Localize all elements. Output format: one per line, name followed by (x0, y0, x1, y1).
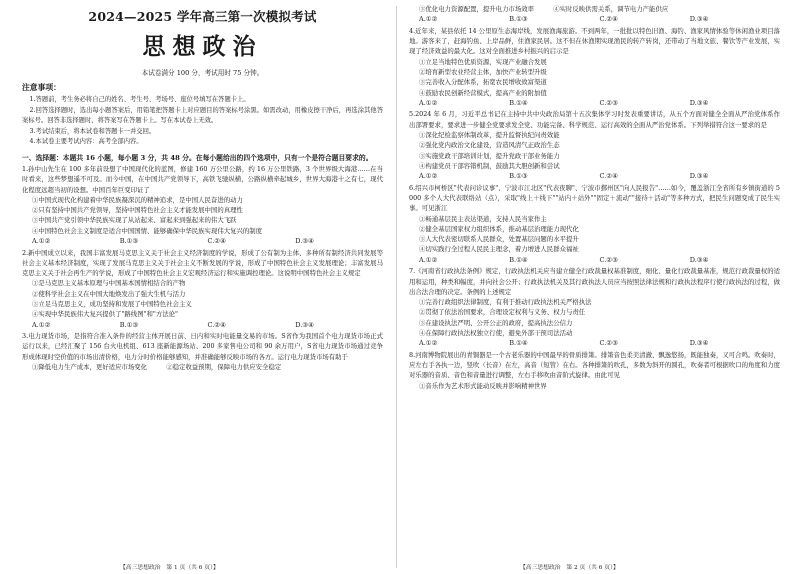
question-1-option: ②只有坚持中国共产党领导，坚持中国特色社会主义才能发展中国的真理性 (32, 206, 243, 215)
notice-item: 2.回答选择题时，选出每小题答案后，用铅笔把答题卡上对应题目的答案标号涂黑。如需改动，用橡皮擦干净后，再选涂其他答案标号。回答非选择题时，将答案写在答题卡上。写在本试卷上无效。 (22, 106, 383, 124)
page-footer-left: 【高三思想政治 第 1 页（共 6 页）】 (120, 565, 219, 571)
choice-b: B.①③ (509, 172, 528, 181)
question-6-option: ②健全基层国家权力组织体系，推动基层治理能力现代化 (419, 224, 579, 233)
choice-c: C.②③ (599, 255, 618, 264)
choice-a: A.①② (419, 172, 438, 181)
question-5-choices (409, 171, 780, 182)
question-6-choices (409, 255, 780, 266)
question-4-option: ④鼓励农民创新经营模式，提高产业的附加值 (419, 88, 547, 97)
question-3-stem: 3.电力现货市场，是指符合准入条件的经营主体开展日前、日内和实时电能量交易的市场。S省作为我国首个电力现货市场正式运行以来，已经汇聚了 156 台火电机组、613 座新能源场站、200 多家售电公司和 90 余万用户，S省电力现货市场通过竞争形成体现时空价值的市场出清价格，电力分时价格能够感知，并准确能够反映市场的各方。运行电力现货市场有助于 (22, 332, 383, 361)
question-5-option: ③实施党政干部培训计划，提升党政干部业务能力 (419, 151, 560, 160)
question-1-option: ④中国特色社会主义制度是适合中国国情、能够确保中华民族实现伟大复兴的制度 (32, 226, 263, 235)
question-4-choices (409, 98, 780, 109)
choice-a: A.①② (419, 255, 438, 264)
choice-b: B.①③ (509, 15, 528, 24)
question-5-option: ①深化纪检监察体制改革，提升监督执纪问责效能 (419, 130, 560, 139)
choice-c: C.②③ (599, 98, 618, 107)
choice-a: A.①② (419, 339, 438, 348)
question-4-stem: 4.近年来，某县依托 14 公里原生态海岸线，发展渔海旅游。不到两年，一批批以特色旧渔、海钓、渔家风情体验等休闲渔业项目落地。游客来了，赶海钓鱼、上岸品鲜，住渔家民居。这不但在休渔期实现渔民的转产转岗，还带动了当地文旅、餐饮等产业发展，实现了经济效益的最大化。这对全面推进乡村振兴的启示是 (409, 26, 780, 56)
subject-title: 思想政治 (142, 33, 263, 60)
right-column (397, 0, 794, 574)
notice-heading: 注意事项： (22, 83, 61, 92)
choice-b: B.①④ (509, 255, 528, 264)
choice-b: B.①④ (509, 98, 528, 107)
question-2-stem: 2.新中国成立以来，我国丰富发展马克思主义关于社会主义经济制度的学说，形成了公有制为主体、多种所有制经济共同发展等社会主义基本经济制度，实现了发展马克思主义关于社会主义不断发展的学说，形成了中国特色社会主义发展理论；丰富发展马克思主义关于社会再生产的学说，形成了中国特色社会主义宏观经济运行和实施调控理论。这说明中国特色社会主义规定 (22, 248, 383, 278)
question-7-stem: 7.《河南省行政执法条例》规定，行政执法机关应当建立健全行政裁量权基准制度，细化、量化行政裁量基准，规范行政裁量权的适用和运用，种类和幅度，并向社会公开；行政执法机关及其行政执法人员应当按照法律法规和行政执法程序行使行政执法的过程，做出合法合理的决定。条例的上述规定 (409, 267, 780, 296)
exam-title: 2024—2025 学年高三第一次模拟考试 (88, 9, 317, 24)
question-7-option: ②贯彻了依法治国要求，合理设定权利与义务、权力与责任 (419, 308, 586, 317)
page-footer-right: 【高三思想政治 第 2 页（共 6 页）】 (520, 565, 619, 571)
question-3-choices (409, 14, 780, 25)
notice-item: 3.考试结束后，将本试卷和答题卡一并交回。 (29, 127, 156, 135)
question-1-option: ①中国式现代化构建着中华民族凝深沉的精神追求，是中国人民奋进的动力 (32, 195, 243, 204)
question-4-option: ①立足当地特色优质资源，实现产业融合发展 (419, 57, 547, 66)
choice-d: D.③④ (295, 320, 314, 329)
choice-d: D.③④ (689, 98, 709, 107)
choice-a: A.①② (419, 98, 438, 107)
choice-a: A.①② (32, 237, 51, 246)
choice-b: B.①③ (119, 320, 139, 329)
notice-item: 1.答题前，考生务必将自己的姓名、考生号、考场号、座位号填写在答题卡上。 (29, 96, 250, 103)
question-6-option: ③人大代表密切联系人民群众，处置基层问题的水平提升 (419, 235, 579, 244)
choice-d: D.③④ (689, 15, 709, 24)
choice-d: D.③④ (689, 255, 709, 264)
choice-a: A.①② (32, 320, 51, 329)
exam-meta: 本试卷满分 100 分，考试用时 75 分钟。 (141, 69, 264, 77)
question-4-option: ③完善收入分配体系，拓宽农民增收致富渠道 (419, 78, 547, 87)
section-heading: 一、选择题：本题共 16 小题，每小题 3 分，共 48 分。在每小题给出的四个选项中，只有一个是符合题目要求的。 (22, 153, 373, 162)
question-1-stem: 1.孙中山先生在 100 多年前设想了中国现代化的蓝图，修建 160 万公里公路，约 16 万公里铁路，3 个世界级大海港……在当时看来，这些梦想遥不可及。而今中国，在中国共产党领导下，高铁飞驰纵横，公路纵横牵起城乡，世界大海港十之有七，现代化程度远超当初的设想。中国百年巨变印证了 (22, 165, 383, 194)
notice-item: 4.本试卷主要考试内容：高考全部内容。 (29, 138, 143, 145)
question-7-option: ④在保障行政执法权独立行使，避免外部干预司法活动 (419, 329, 573, 338)
question-5-option: ②强化党内政治文化建设，营造风清气正政治生态 (419, 141, 560, 150)
question-2-option: ④实现中华民族伟大复兴提供了"路线图"和"方法论" (32, 310, 178, 319)
choice-c: C.②④ (599, 15, 618, 24)
question-3-option: ③优化电力资源配置，提升电力市场效率 ④实时反映供需关系，调节电力产能供应 (419, 5, 669, 13)
choice-b: B.①④ (509, 339, 528, 348)
question-4-option: ②培育新型农业经营主体，加快产业转型升级 (419, 67, 547, 76)
question-2-choices (22, 320, 383, 331)
question-1-option: ③中国共产党引领中华民族实现了从站起来、富起来到强起来的伟大飞跃 (32, 216, 237, 225)
question-7-option: ①完善行政组织法律制度，有利于推动行政执法机关严格执法 (419, 298, 592, 307)
question-8-option: ①音乐作为艺术形式能动反映并影响精神世界 (419, 381, 547, 390)
question-7-choices (409, 338, 780, 349)
choice-c: C.②③ (599, 339, 618, 348)
question-1-choices (22, 236, 383, 247)
choice-b: B.①③ (119, 237, 139, 246)
question-2-option: ②使科学社会主义在中国大地焕发出了强大生机与活力 (32, 289, 186, 298)
choice-c: C.②④ (207, 320, 226, 329)
question-6-stem: 6.绍兴市柯桥区"代表问诊议事"、宁波市江北区"代表夜聊"、宁波市鄞州区"向人民报告"……如今，覆盖浙江全省所有乡镇街道的 5 000 多个人大代表联络站（点），采取"线上＋线下""站内＋站外""固定＋流动""接待＋活动"等多种方式，把民生问题变成了民生实事。可见浙江 (409, 183, 780, 213)
question-3-option: ①降低电力生产成本，更好适应市场变化 ②稳定收益预期，保障电力供应安全稳定 (32, 363, 282, 372)
question-5-stem: 5.2024 年 6 月，习近平总书记在主持中共中央政治局第十五次集体学习时发表重要讲话，从五个方面对健全全面从严治党体系作出部署要求，要求进一步健全党要求发全党、功能完备、科学规范、运行高效的全面从严治党体系。下列举措符合这一要求的是 (409, 110, 780, 129)
choice-d: D.③④ (295, 237, 314, 246)
question-2-option: ③立足马克思主义，成功坚持和发展了中国特色社会主义 (32, 300, 192, 309)
choice-c: C.②④ (599, 172, 618, 181)
question-6-option: ④切实践行全过程人民民主理念，着力增进人民群众福祉 (419, 245, 579, 254)
choice-a: A.①② (419, 15, 438, 24)
choice-d: D.③④ (689, 172, 709, 181)
question-2-option: ①是马克思主义基本原理与中国基本国情相结合的产物 (32, 279, 186, 288)
question-6-option: ①畅通基层民主表达渠道，支持人民当家作主 (419, 214, 547, 223)
question-7-option: ③在建设执法严明、公开公正的政府，提高执法公信力 (419, 318, 573, 327)
question-5-option: ④构建党员干部容错机制，鼓励其大胆创新和尝试 (419, 161, 560, 170)
question-8-stem: 8.河南博物院展出的青铜器是一个古老乐器的中国最早的骨质排箫。排箫音色柔美清澈、飘逸悠扬，既能独奏，又可合鸣。吹奏时，应左右手各执一边，竖吹（长音）在左，高音（短管）在右。各种排箫的吹孔，多数为斜开的圆孔，吹奏者可根据吹口的角度和力度对乐器的音质、音色和音量进行调整，左右手移吹由音阶式旋律。由此可见 (409, 350, 780, 380)
choice-d: D.③④ (689, 339, 709, 348)
choice-c: C.②④ (207, 237, 226, 246)
